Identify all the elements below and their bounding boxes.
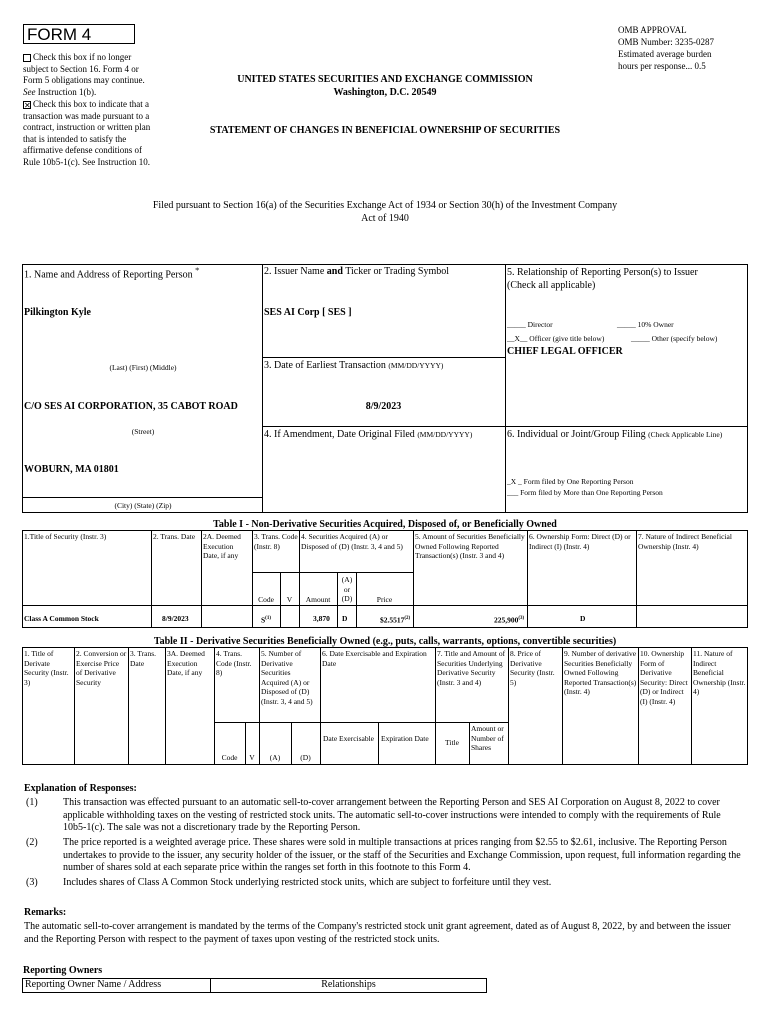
reporting-grid (22, 264, 748, 513)
t1-row-code (261, 614, 271, 625)
box5-sub: (Check all applicable) (507, 280, 596, 291)
street-address: C/O SES AI CORPORATION, 35 CABOT ROAD (24, 401, 238, 412)
t2-col6-header: 6. Date Exercisable and Expiration Date (322, 649, 427, 668)
t2-col8-header: 8. Price of Derivative Security (Instr. 5) (510, 649, 555, 687)
other-option[interactable]: _____ Other (specify below) (631, 334, 718, 343)
t1-col4-header: 4. Securities Acquired (A) or Disposed of (D) (Instr. 3, 4 and 5) (301, 532, 403, 551)
t1-sub-amount: Amount (305, 595, 331, 604)
form-title: FORM 4 (23, 24, 135, 44)
owners-heading: Reporting Owners (23, 965, 103, 976)
director-option[interactable]: _____ Director (507, 320, 553, 329)
t2-col2-header: 2. Conversion or Exercise Price of Derivative Security (76, 649, 127, 687)
statement-title: STATEMENT OF CHANGES IN BENEFICIAL OWNERSHIP OF SECURITIES (209, 125, 561, 136)
t1-col3-header: 3. Trans. Code (Instr. 8) (254, 532, 298, 551)
omb-approval: OMB APPROVAL (618, 25, 687, 35)
t1-sub-price: Price (376, 595, 393, 604)
box2-label-and: and (326, 266, 343, 277)
t2-col4-header: 4. Trans. Code (Instr. 8) (216, 649, 252, 677)
t2-sub-d: (D) (300, 753, 311, 762)
omb-burden: Estimated average burden (618, 49, 712, 59)
ten-pct-option[interactable]: _____ 10% Owner (617, 320, 674, 329)
t1-row-code-note[interactable]: (1) (265, 616, 272, 621)
t2-col3-header: 3. Trans. Date (130, 649, 157, 668)
check-box-section16 (23, 52, 151, 98)
box6-label (507, 429, 745, 441)
t2-col3a-header: 3A. Deemed Execution Date, if any (167, 649, 205, 677)
box2-label-a: 2. Issuer Name (264, 266, 325, 277)
t1-row-owned (494, 614, 524, 625)
reporting-person-name: Pilkington Kyle (24, 307, 91, 318)
agency-block (150, 73, 620, 99)
remarks-text: The automatic sell-to-cover arrangement is mandated by the terms of the Company's restricted stock unit grant agreement, dated as of August 8, 2022, by and between the issuer and the Reporting Person with respect to the payment of taxes upon vesting of the restricted stock units. (24, 921, 731, 945)
fn2-text: The price reported is a weighted average price. These shares were sold in multiple transactions at prices ranging from $2.55 to $2.61, inclusive. The Reporting Person undertakes to provide to the issuer, any security holder of the issuer, or the staff of the Securities and Exchange Commission, upon request, full information regarding the number of shares sold at each separate price within the ranges set forth in this footnote to this Form 4. (63, 837, 741, 873)
box2-label-b: Ticker or Trading Symbol (345, 266, 450, 277)
t1-row-title: Class A Common Stock (24, 614, 99, 623)
box1-label (24, 266, 199, 280)
t2-sub-exp: Expiration Date (381, 734, 429, 743)
t2-sub-v: V (249, 753, 255, 762)
agency-name: UNITED STATES SECURITIES AND EXCHANGE COMMISSION (237, 74, 533, 85)
t1-col1-header: 1.Title of Security (Instr. 3) (24, 532, 107, 541)
t1-row-date: 8/9/2023 (162, 614, 189, 623)
fn3-num: (3) (26, 877, 38, 888)
filing-option-one[interactable]: _X _ Form filed by One Reporting Person (507, 477, 634, 486)
box2-label (264, 266, 449, 277)
t2-col1-header: 1. Title of Derivate Security (Instr. 3) (24, 649, 69, 687)
filing-option-group[interactable]: ___ Form filed by More than One Reporting Person (507, 488, 663, 497)
t1-col2-header: 2. Trans. Date (153, 532, 196, 541)
box3-label-small: (MM/DD/YYYY) (388, 361, 444, 370)
explanation-heading: Explanation of Responses: (24, 783, 137, 794)
t2-col11-header: 11. Nature of Indirect Beneficial Ownership (Instr. 4) (693, 649, 746, 696)
t2-col10-header: 10. Ownership Form of Derivative Security: Direct (D) or Indirect (I) (Instr. 4) (640, 649, 688, 706)
fn1-text: This transaction was effected pursuant to an automatic sell-to-cover arrangement between the Reporting Person and SES AI Corporation on August 8, 2022 to cover applicable withholding taxes on the vesting of restricted stock units. The automatic sell-to-cover instructions were intended to comply with the requirements of Rule 10b5-1(c). The sale was not a discretionary trade by the Reporting Person. (63, 797, 721, 833)
box1-label-text: 1. Name and Address of Reporting Person (24, 269, 193, 281)
city-address: WOBURN, MA 01801 (24, 464, 119, 475)
owners-col1: Reporting Owner Name / Address (25, 979, 162, 990)
fn2-num: (2) (26, 837, 38, 848)
owners-col2: Relationships (321, 979, 376, 990)
box4-label-text: 4. If Amendment, Date Original Filed (264, 429, 415, 440)
t1-sub-v: V (286, 595, 293, 604)
box5-label (507, 266, 745, 292)
box5-label-text: 5. Relationship of Reporting Person(s) to Issuer (507, 267, 698, 278)
table2-title: Table II - Derivative Securities Beneficially Owned (e.g., puts, calls, warrants, options, convertible securities) (153, 636, 617, 647)
t2-col5-header: 5. Number of Derivative Securities Acquired (A) or Disposed of (D) (Instr. 3, 4 and 5) (261, 649, 313, 706)
t1-col2a-header: 2A. Deemed Execution Date, if any (203, 532, 241, 560)
issuer-name: SES AI Corp [ SES ] (264, 307, 352, 318)
t1-sub-code: Code (258, 595, 274, 604)
t1-col7-header: 7. Nature of Indirect Beneficial Ownership (Instr. 4) (638, 532, 732, 551)
t2-sub-code: Code (221, 753, 238, 762)
table1-title: Table I - Non-Derivative Securities Acquired, Disposed of, or Beneficially Owned (213, 519, 557, 530)
t1-row-form: D (580, 614, 586, 623)
box6-label-small: (Check Applicable Line) (648, 430, 723, 439)
check1-see: See (23, 86, 36, 97)
officer-title: CHIEF LEGAL OFFICER (507, 346, 623, 357)
earliest-transaction-date: 8/9/2023 (365, 401, 402, 412)
t1-row-amount: 3,870 (313, 614, 330, 623)
agency-city: Washington, D.C. 20549 (333, 87, 437, 98)
t1-col5-header: 5. Amount of Securities Beneficially Owned Following Reported Transaction(s) (Instr. 3 and 4) (415, 532, 525, 560)
t1-row-code-value: S (261, 615, 266, 625)
t1-row-price-note[interactable]: (2) (404, 616, 411, 621)
check-box-10b5 (23, 99, 151, 168)
t2-sub-title: Title (445, 738, 459, 747)
box4-label-small: (MM/DD/YYYY) (417, 430, 473, 439)
t1-row-owned-note[interactable]: (3) (518, 616, 525, 621)
box1-star: * (195, 266, 200, 275)
t1-row-owned-value: 225,900 (494, 615, 519, 625)
box3-label-text: 3. Date of Earliest Transaction (264, 360, 386, 371)
remarks-heading: Remarks: (24, 907, 67, 918)
t2-sub-amount: Amount or Number of Shares (471, 724, 504, 752)
t2-col9-header: 9. Number of derivative Securities Beneficially Owned Following Reported Transaction(s) (Instr. 4) (564, 649, 637, 696)
city-caption: (City) (State) (Zip) (114, 501, 172, 510)
fn3-text: Includes shares of Class A Common Stock underlying restricted stock units, which are subject to forfeiture until they vest. (63, 877, 552, 888)
box4-label (264, 429, 472, 440)
checkbox-checked[interactable]: ✕ (24, 100, 31, 110)
check2-text: Check this box to indicate that a transaction was made pursuant to a contract, instruction or written plan that is intended to satisfy the affirmative defense conditions of Rule 10b5-1(c). See Instruction 10. (23, 99, 151, 167)
omb-number: OMB Number: 3235-0287 (618, 37, 714, 47)
omb-box (618, 24, 758, 72)
fn1-num: (1) (26, 797, 38, 808)
street-caption: (Street) (131, 427, 155, 436)
omb-hours: hours per response... 0.5 (618, 61, 706, 71)
box3-label (264, 360, 443, 371)
check1-text: Check this box if no longer subject to Section 16. Form 4 or Form 5 obligations may continue. (23, 52, 145, 85)
t2-col7-header: 7. Title and Amount of Securities Underlying Derivative Security (Instr. 3 and 4) (437, 649, 506, 687)
t1-col6-header: 6. Ownership Form: Direct (D) or Indirect (I) (Instr. 4) (529, 532, 631, 551)
filed-pursuant: Filed pursuant to Section 16(a) of the Securities Exchange Act of 1934 or Section 30(h) of the Investment Company Act of 1940 (152, 200, 618, 224)
box6-label-text: 6. Individual or Joint/Group Filing (507, 429, 646, 440)
t2-sub-date-ex: Date Exercisable (323, 734, 375, 743)
t2-sub-a: (A) (269, 753, 281, 762)
t1-sub-ad: (A) or (D) (341, 575, 353, 603)
t1-row-price (380, 614, 410, 625)
check1-instr: Instruction 1(b). (37, 86, 97, 97)
checkbox-unchecked[interactable] (23, 54, 31, 62)
officer-option[interactable]: __X__ Officer (give title below) (507, 334, 605, 343)
t1-row-ad: D (342, 614, 348, 623)
t1-row-price-value: $2.5517 (380, 615, 405, 625)
name-caption: (Last) (First) (Middle) (109, 363, 177, 372)
